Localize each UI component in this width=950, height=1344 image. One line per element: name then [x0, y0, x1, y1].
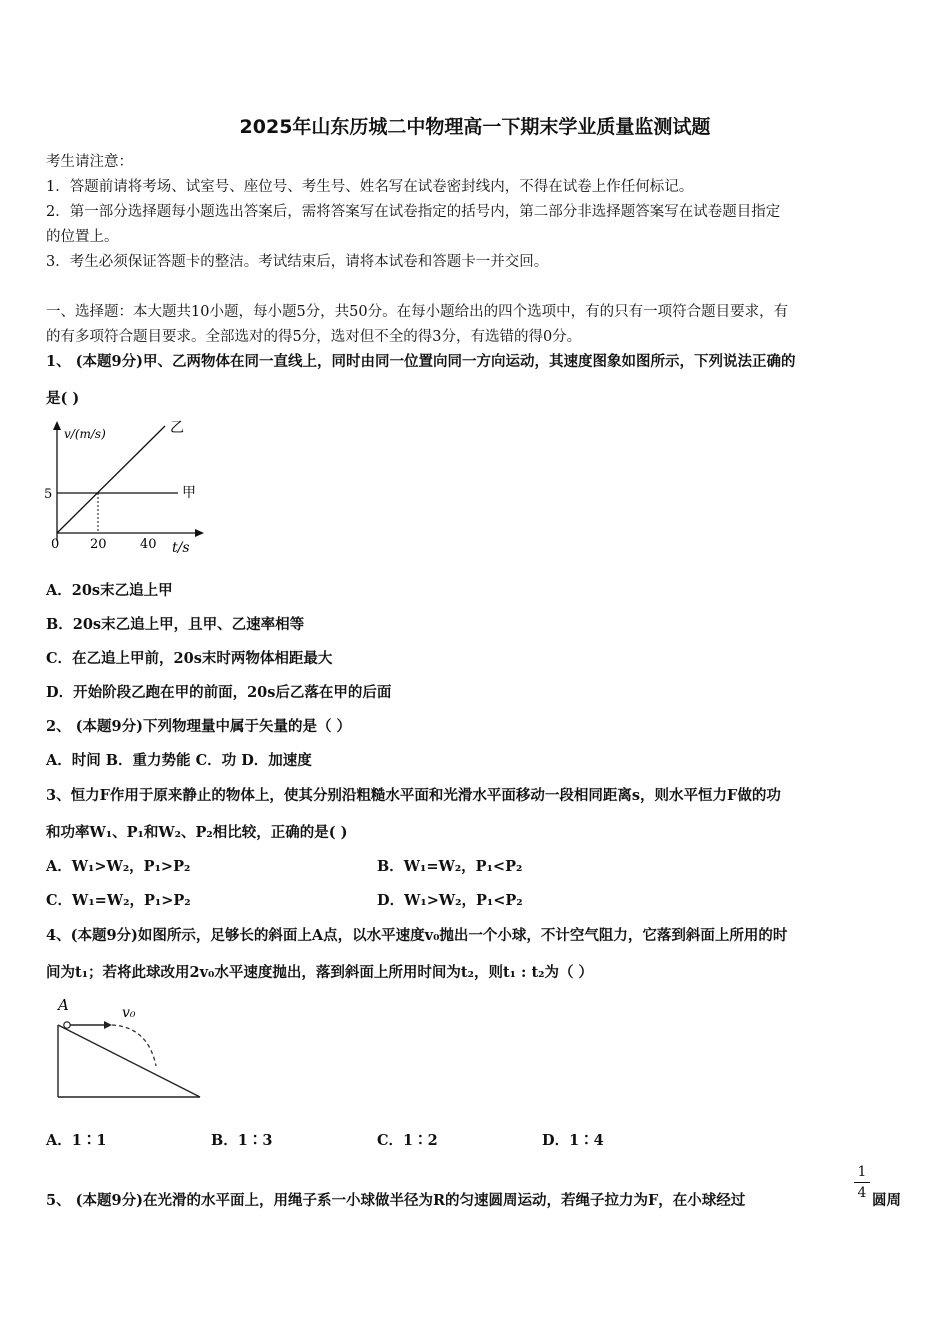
- q3-option-b: B．W₁=W₂，P₁<P₂: [377, 858, 523, 875]
- page-title: 2025年山东历城二中物理高一下期末学业质量监测试题: [239, 116, 711, 138]
- notice-item-1: 1．答题前请将考场、试室号、座位号、考生号、姓名写在试卷密封线内，不得在试卷上作任何标记。: [46, 179, 694, 195]
- q1-stem-line2: 是( ): [46, 390, 80, 407]
- q4-option-d: D．1∶4: [542, 1132, 604, 1149]
- q2-stem: 2、 (本题9分)下列物理量中属于矢量的是（ ）: [46, 718, 351, 735]
- q2-options: A．时间 B．重力势能 C．功 D．加速度: [46, 752, 312, 769]
- q3-option-d: D．W₁>W₂，P₁<P₂: [377, 892, 523, 909]
- x-axis-label: t/s: [172, 540, 190, 556]
- q3-option-a: A．W₁>W₂，P₁>P₂: [46, 858, 191, 875]
- q1-option-b: B．20s末乙追上甲，且甲、乙速率相等: [46, 616, 305, 633]
- label-jia: 甲: [182, 485, 196, 501]
- x-tick-20: 20: [90, 537, 107, 552]
- q4-stem-line1: 4、(本题9分)如图所示，足够长的斜面上A点，以水平速度v₀抛出一个小球，不计空气阻力，它落到斜面上所用的时: [46, 927, 788, 944]
- fraction-denominator: 4: [857, 1185, 867, 1201]
- q4-option-c: C．1∶2: [377, 1132, 438, 1149]
- x-axis-arrow: [195, 529, 204, 537]
- trajectory-dashed: [112, 1025, 156, 1066]
- y-axis-label: v/(m/s): [64, 427, 106, 441]
- q1-stem-line1: 1、 (本题9分)甲、乙两物体在同一直线上，同时由同一位置向同一方向运动，其速度图象如图所示，下列说法正确的: [46, 353, 796, 370]
- origin-label: 0: [51, 537, 60, 552]
- section-intro-line1: 一、选择题：本大题共10小题，每小题5分，共50分。在每小题给出的四个选项中，有的只有一项符合题目要求，有: [46, 304, 789, 320]
- q4-option-a: A．1∶1: [46, 1132, 107, 1149]
- q1-option-c: C．在乙追上甲前，20s末时两物体相距最大: [46, 650, 333, 667]
- q4-incline-figure: [50, 990, 210, 1102]
- y-axis-arrow: [53, 421, 61, 430]
- notice-item-3: 3．考生必须保证答题卡的整洁。考试结束后，请将本试卷和答题卡一并交回。: [46, 254, 549, 270]
- notice-item-2-cont: 的位置上。: [46, 229, 119, 245]
- q1-option-d: D．开始阶段乙跑在甲的前面，20s后乙落在甲的后面: [46, 684, 392, 701]
- q3-stem-line1: 3、恒力F作用于原来静止的物体上，使其分别沿粗糙水平面和光滑水平面移动一段相同距离s，则水平恒力F做的功: [46, 787, 781, 804]
- q5-stem: 5、 (本题9分)在光滑的水平面上，用绳子系一小球做半径为R的匀速圆周运动，若绳子拉力为F，在小球经过: [46, 1192, 746, 1209]
- q4-stem-line2: 间为t₁；若将此球改用2v₀水平速度抛出，落到斜面上所用时间为t₂，则t₁ : t₂为（ ）: [46, 964, 594, 981]
- label-yi: 乙: [170, 420, 184, 436]
- q3-option-c: C．W₁=W₂，P₁>P₂: [46, 892, 191, 909]
- line-yi: [57, 426, 165, 533]
- velocity-arrowhead: [104, 1021, 112, 1029]
- y-tick-5: 5: [44, 487, 53, 502]
- q1-velocity-graph: [40, 418, 210, 560]
- incline-slope: [58, 1025, 200, 1097]
- q4-option-b: B．1∶3: [211, 1132, 273, 1149]
- q5-stem-tail: 圆周: [872, 1192, 901, 1209]
- fraction-numerator: 1: [857, 1164, 867, 1180]
- notice-item-2: 2．第一部分选择题每小题选出答案后，需将答案写在试卷指定的括号内，第二部分非选择题答案写在试卷题目指定: [46, 204, 781, 220]
- notice-heading: 考生请注意：: [46, 154, 133, 170]
- x-tick-40: 40: [140, 537, 157, 552]
- v0-label: v₀: [122, 1005, 136, 1021]
- point-a-label: A: [58, 996, 69, 1014]
- q5-fraction-quarter: [854, 1164, 870, 1201]
- q3-stem-line2: 和功率W₁、P₁和W₂、P₂相比较，正确的是( ): [46, 824, 348, 841]
- section-intro-line2: 的有多项符合题目要求。全部选对的得5分，选对但不全的得3分，有选错的得0分。: [46, 329, 582, 345]
- q1-option-a: A．20s末乙追上甲: [46, 582, 173, 599]
- fraction-bar: [854, 1182, 870, 1183]
- ball-at-a: [64, 1022, 70, 1028]
